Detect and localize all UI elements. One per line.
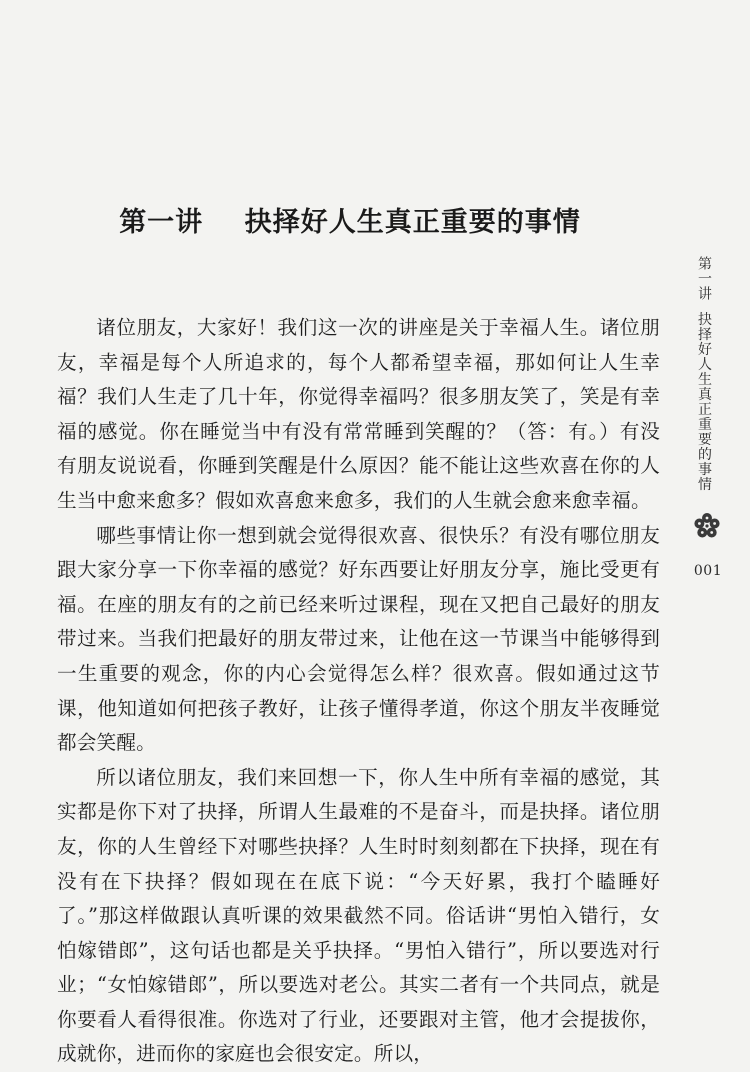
chapter-title: 第一讲 抉择好人生真正重要的事情	[119, 207, 581, 238]
paragraph: 诸位朋友，大家好！我们这一次的讲座是关于幸福人生。诸位朋友，幸福是每个人所追求的，每个人都希望幸福，那如何让人生幸福？我们人生走了几十年，你觉得幸福吗？很多朋友笑了，笑是有幸福的感觉。你在睡觉当中有没有常常睡到笑醒的？（答：有。）有没有朋友说说看，你睡到笑醒是什么原因？能不能让这些欢喜在你的人生当中愈来愈多？假如欢喜愈来愈多，我们的人生就会愈来愈幸福。	[57, 316, 660, 512]
flower-ornament-icon	[693, 512, 721, 540]
page-number: 001	[693, 563, 723, 579]
paragraph: 哪些事情让你一想到就会觉得很欢喜、很快乐？有没有哪位朋友跟大家分享一下你幸福的感觉？好东西要让好朋友分享，施比受更有福。在座的朋友有的之前已经来听过课程，现在又把自己最好的朋友带过来。当我们把最好的朋友带过来，让他在这一节课当中能够得到一生重要的观念，你的内心会觉得怎么样？很欢喜。假如通过这节课，他知道如何把孩子教好，让孩子懂得孝道，你这个朋友半夜睡觉都会笑醒。	[57, 523, 660, 755]
paragraph: 所以诸位朋友，我们来回想一下，你人生中所有幸福的感觉，其实都是你下对了抉择，所谓人生最难的不是奋斗，而是抉择。诸位朋友，你的人生曾经下对哪些抉择？人生时时刻刻都在下抉择，现在有没有在下抉择？假如现在在底下说：“今天好累，我打个瞌睡好了。”那这样做跟认真听课的效果截然不同。俗话讲“男怕入错行，女怕嫁错郎”，这句话也都是关乎抉择。“男怕入错行”，所以要选对行业；“女怕嫁错郎”，所以要选对老公。其实二者有一个共同点，就是你要看人看得很准。你选对了行业，还要跟对主管，他才会提拔你，成就你，进而你的家庭也会很安定。所以，	[57, 765, 660, 1066]
running-head: 第一讲 抉择好人生真正重要的事情	[696, 256, 712, 492]
body-text	[57, 311, 660, 1072]
